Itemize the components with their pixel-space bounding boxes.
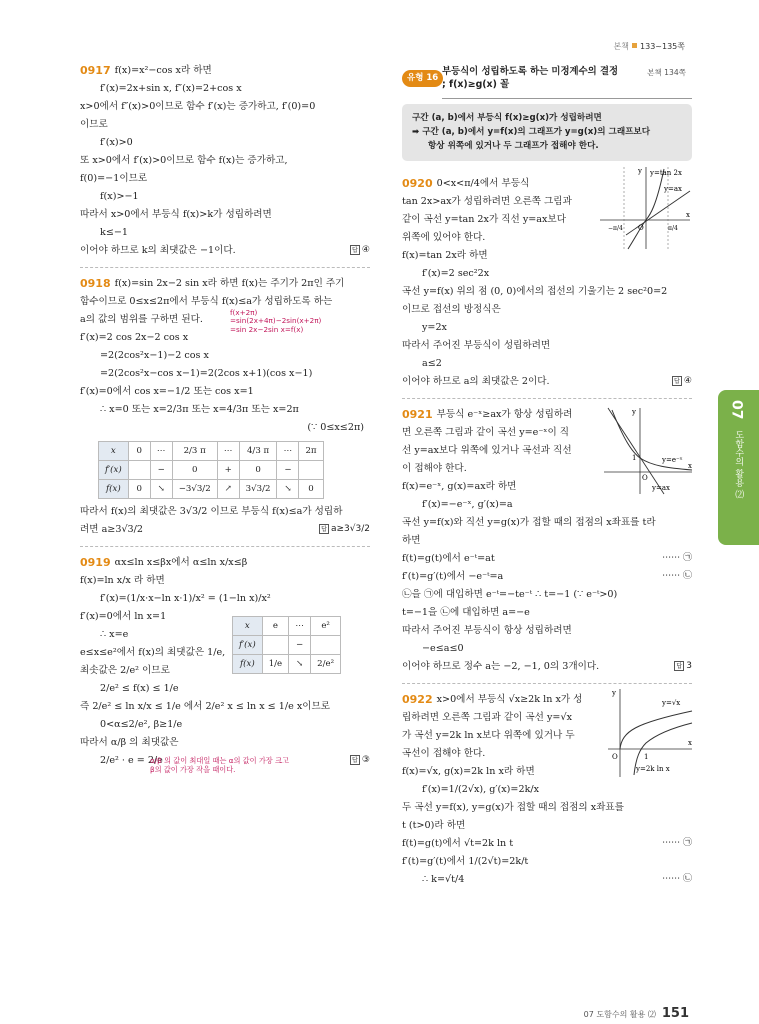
- line-ax: [626, 191, 690, 235]
- solution-line: t=−1을 ㉡에 대입하면 a=−e: [402, 606, 530, 618]
- line-label: y=ax: [652, 483, 670, 492]
- footer-chapter: 07 도함수의 활용 ⑵: [583, 1010, 656, 1019]
- problem-number: 0922: [402, 692, 433, 706]
- origin-label: O: [612, 752, 618, 761]
- solution-line: a≤2: [422, 357, 442, 369]
- solution-line: f(x)=ln x/x 라 하면: [80, 575, 165, 586]
- page-header: [614, 42, 685, 52]
- solution-line: ∴ x=e: [100, 629, 129, 640]
- solution-line: ∴ k=√t/4: [422, 873, 465, 885]
- solution-line: 이어야 하므로 k의 최댓값은 −1이다.: [80, 245, 236, 256]
- problem-0922: [402, 688, 692, 889]
- solution-line: 따라서 주어진 부등식이 성립하려면: [402, 339, 551, 351]
- margin-note: f(x+2π) =sin(2x+4π)−2sin(x+2π) =sin 2x−2sin x=f(x): [230, 308, 322, 334]
- solution-line: f(0)=−1이므로: [80, 173, 148, 184]
- x-label: x: [686, 210, 690, 219]
- xmin-label: −π/4: [608, 224, 623, 232]
- solution-line: 이어야 하므로 정수 a는 −2, −1, 0의 3개이다.: [402, 660, 600, 672]
- solution-line: 가 곡선 y=2k ln x보다 위쪽에 있거나 두: [402, 729, 575, 741]
- solution-line: f′(x)>0: [100, 137, 133, 148]
- x-label: x: [688, 461, 692, 470]
- problem-0918: [80, 275, 370, 539]
- solution-line: 이므로 접선의 방정식은: [402, 303, 501, 315]
- solution-line: 따라서 x>0에서 부등식 f(x)>k가 성립하려면: [80, 209, 272, 220]
- problem-number: 0917: [80, 64, 111, 78]
- solution-line: f′(x)=0에서 ln x=1: [80, 611, 167, 622]
- graph-exp: [602, 406, 694, 496]
- answer-box-icon: 답: [350, 755, 360, 765]
- graph-sqrt: [606, 687, 694, 779]
- origin-label: O: [638, 223, 644, 232]
- origin-label: O: [642, 473, 648, 482]
- sign-table: x 0 ⋯ 2/3 π ⋯ 4/3 π ⋯ 2π f′(x) − 0 + 0 − f(x) 0 ↘ −3√3/2 ↗ 3√3/2 ↘ 0: [98, 441, 324, 499]
- equation-mark: ⋯⋯ ㉠: [662, 837, 692, 848]
- problem-number: 0919: [80, 556, 111, 570]
- header-prefix: 본책: [613, 42, 630, 51]
- type-title: 부등식이 성립하도록 하는 미정계수의 결정 ; f(x)≥g(x) 꼴: [442, 66, 619, 90]
- solution-line: e≤x≤e²에서 f(x)의 최댓값은 1/e,: [80, 647, 226, 658]
- one-label: 1: [632, 453, 637, 462]
- header-range: 133~135쪽: [640, 42, 685, 51]
- solution-line: f′(x)=(1/x·x−ln x·1)/x² = (1−ln x)/x²: [100, 593, 271, 604]
- solution-line: f(t)=g(t)에서 √t=2k ln t: [402, 837, 514, 849]
- solution-line: 즉 2/e² ≤ ln x/x ≤ 1/e 에서 2/e² x ≤ ln x ≤ 1/e x이므로: [80, 701, 331, 712]
- solution-line: 하면: [402, 534, 421, 546]
- problem-number: 0918: [80, 277, 111, 291]
- problem-0919: [80, 554, 370, 775]
- y-label: y: [632, 407, 636, 416]
- header-dot-icon: [632, 43, 637, 48]
- problem-0917: [80, 62, 370, 260]
- solution-line: x>0에서 f″(x)>0이므로 함수 f′(x)는 증가하고, f′(0)=0: [80, 101, 316, 112]
- answer-mark: 답 ③: [350, 755, 370, 766]
- solution-line: 선 y=ax보다 위쪽에 있거나 곡선과 직선: [402, 444, 572, 456]
- solution-line: f′(x)=2 cos 2x−2 cos x: [80, 332, 189, 343]
- solution-line: f(x)=e⁻ˣ, g(x)=ax라 하면: [402, 480, 517, 492]
- solution-line: αx≤ln x≤βx에서 α≤ln x/x≤β: [114, 557, 248, 568]
- solution-line: f(x)=tan 2x라 하면: [402, 249, 488, 261]
- page-number: 151: [661, 1006, 689, 1021]
- curve-label: y=tan 2x: [650, 168, 682, 177]
- problem-number: 0920: [402, 176, 433, 190]
- solution-line: −e≤a≤0: [422, 642, 464, 654]
- type-reference: 본책 134쪽: [647, 68, 686, 77]
- solution-line: k≤−1: [100, 227, 128, 238]
- line-ax: [608, 408, 664, 494]
- y-label: y: [612, 688, 616, 697]
- answer-mark: 답 ④: [350, 245, 370, 256]
- sqrt-curve: [620, 711, 692, 749]
- solution-line: 두 곡선 y=f(x), y=g(x)가 접할 때의 접점의 x좌표를: [402, 801, 624, 813]
- solution-line: t (t>0)라 하면: [402, 819, 466, 831]
- solution-line: a의 값의 범위를 구하면 된다.: [80, 314, 203, 325]
- solution-line: y=2x: [422, 321, 447, 333]
- solution-line: =2(2cos²x−1)−2 cos x: [100, 350, 209, 361]
- solution-line: 곡선 y=f(x)와 직선 y=g(x)가 접할 때의 접점의 x좌표를 t라: [402, 516, 656, 528]
- problem-number: 0921: [402, 407, 433, 421]
- curve-label: y=e⁻ˣ: [662, 455, 683, 464]
- solution-line: =2(2cos²x−cos x−1)=2(2cos x+1)(cos x−1): [100, 368, 313, 379]
- x-label: x: [688, 738, 692, 747]
- solution-line: f(t)=g(t)에서 e⁻ᵗ=at: [402, 552, 495, 564]
- left-column: [80, 62, 370, 776]
- sign-table: x e ⋯ e² f′(x) − f(x) 1/e ↘ 2/e²: [232, 616, 341, 674]
- one-label: 1: [644, 752, 649, 761]
- solution-line: 이어야 하므로 a의 최댓값은 2이다.: [402, 375, 550, 387]
- answer-box-icon: 답: [674, 661, 684, 671]
- solution-line: f′(x)=0에서 cos x=−1/2 또는 cos x=1: [80, 386, 254, 397]
- problem-0920: [402, 166, 692, 391]
- solution-line: f′(x)=2 sec²2x: [422, 267, 490, 279]
- y-label: y: [638, 166, 642, 175]
- answer-mark: 답 a≥3√3/2: [319, 524, 370, 535]
- solution-line: 또 x>0에서 f′(x)>0이므로 함수 f(x)는 증가하고,: [80, 155, 288, 166]
- solution-line: 같이 곡선 y=tan 2x가 직선 y=ax보다: [402, 213, 566, 225]
- answer-box-icon: 답: [350, 245, 360, 255]
- equation-mark: ⋯⋯ ㉠: [662, 552, 692, 563]
- solution-line: 위쪽에 있어야 한다.: [402, 231, 486, 243]
- right-column: [402, 62, 692, 895]
- solution-line: 함수이므로 0≤x≤2π에서 부등식 f(x)≤a가 성립하도록 하는: [80, 296, 333, 307]
- solution-line: 따라서 f(x)의 최댓값은 3√3/2 이므로 부등식 f(x)≤a가 성립하: [80, 506, 343, 517]
- solution-line: f′(x)=2x+sin x, f″(x)=2+cos x: [100, 83, 242, 94]
- solution-line: 최솟값은 2/e² 이므로: [80, 665, 170, 676]
- solution-line: ㉡을 ㉠에 대입하면 e⁻ᵗ=−te⁻ᵗ ∴ t=−1 (∵ e⁻ᵗ>0): [402, 588, 618, 600]
- divider: [442, 98, 692, 99]
- equation-mark: ⋯⋯ ㉡: [662, 873, 692, 884]
- solution-line: f(x)=sin 2x−2 sin x라 하면 f(x)는 주기가 2π인 주기: [114, 278, 345, 289]
- divider: [80, 546, 370, 547]
- solution-line: f′(t)=g′(t)에서 −e⁻ᵗ=a: [402, 570, 504, 582]
- answer-mark: 답 3: [674, 661, 692, 672]
- solution-line: 0<x<π/4에서 부등식: [436, 177, 530, 189]
- solution-line: (∵ 0≤x≤2π): [307, 422, 364, 433]
- curve1-label: y=√x: [662, 698, 681, 707]
- equation-mark: ⋯⋯ ㉡: [662, 570, 692, 581]
- divider: [402, 398, 692, 399]
- solution-line: f′(x)=−e⁻ˣ, g′(x)=a: [422, 498, 513, 510]
- solution-line: f(x)>−1: [100, 191, 139, 202]
- solution-line: 부등식 e⁻ˣ≥ax가 항상 성립하려: [436, 408, 573, 420]
- chapter-number: 07: [728, 400, 745, 420]
- solution-line: 곡선이 접해야 한다.: [402, 747, 486, 759]
- solution-line: x>0에서 부등식 √x≥2k ln x가 성: [436, 693, 583, 705]
- solution-line: f′(x)=1/(2√x), g′(x)=2k/x: [422, 783, 540, 795]
- solution-line: 곡선 y=f(x) 위의 점 (0, 0)에서의 접선의 기울기는 2 sec²0=2: [402, 285, 668, 297]
- concept-box: 구간 (a, b)에서 부등식 f(x)≥g(x)가 성립하려면 ➡ 구간 (a, b)에서 y=f(x)의 그래프가 y=g(x)의 그래프보다 항상 위쪽에 있거나 두 그래프가 접해야 한다.: [402, 104, 692, 161]
- type-header: [402, 62, 692, 102]
- chapter-title: 도함수의 활용 ⑵: [733, 430, 744, 499]
- solution-line: 2/e² · e = 2/e: [100, 755, 163, 766]
- solution-line: tan 2x>ax가 성립하려면 오른쪽 그림과: [402, 195, 572, 207]
- problem-0921: [402, 406, 692, 676]
- answer-box-icon: 답: [672, 376, 682, 386]
- solution-line: f(x)=√x, g(x)=2k ln x라 하면: [402, 765, 535, 777]
- answer-box-icon: 답: [319, 524, 329, 534]
- solution-line: f(x)=x²−cos x라 하면: [114, 65, 212, 76]
- solution-line: ∴ x=0 또는 x=2/3π 또는 x=4/3π 또는 x=2π: [100, 404, 299, 415]
- solution-line: 면 오른쪽 그림과 같이 곡선 y=e⁻ˣ이 직: [402, 426, 570, 438]
- curve2-label: y=2k ln x: [636, 764, 670, 773]
- solution-line: 따라서 α/β 의 최댓값은: [80, 737, 179, 748]
- chapter-side-tab: [718, 390, 759, 545]
- line-label: y=ax: [664, 184, 682, 193]
- answer-mark: 답 ④: [672, 376, 692, 387]
- solution-line: 이므로: [80, 119, 108, 130]
- solution-line: 이 접해야 한다.: [402, 462, 467, 474]
- margin-note: α/β 의 값이 최대일 때는 α의 값이 가장 크고 β의 값이 가장 작을 때이다.: [150, 756, 289, 775]
- solution-line: f′(t)=g′(t)에서 1/(2√t)=2k/t: [402, 855, 529, 867]
- type-badge: 유형 16: [402, 70, 443, 87]
- solution-line: 립하려면 오른쪽 그림과 같이 곡선 y=√x: [402, 711, 572, 723]
- divider: [80, 267, 370, 268]
- solution-line: 따라서 주어진 부등식이 항상 성립하려면: [402, 624, 572, 636]
- page-footer: [584, 1006, 689, 1022]
- graph-tan: [598, 165, 694, 251]
- solution-line: 0<α≤2/e², β≥1/e: [100, 719, 183, 730]
- solution-line: 2/e² ≤ f(x) ≤ 1/e: [100, 683, 179, 694]
- solution-line: 려면 a≥3√3/2: [80, 524, 143, 535]
- divider: [402, 683, 692, 684]
- xmax-label: π/4: [668, 224, 678, 232]
